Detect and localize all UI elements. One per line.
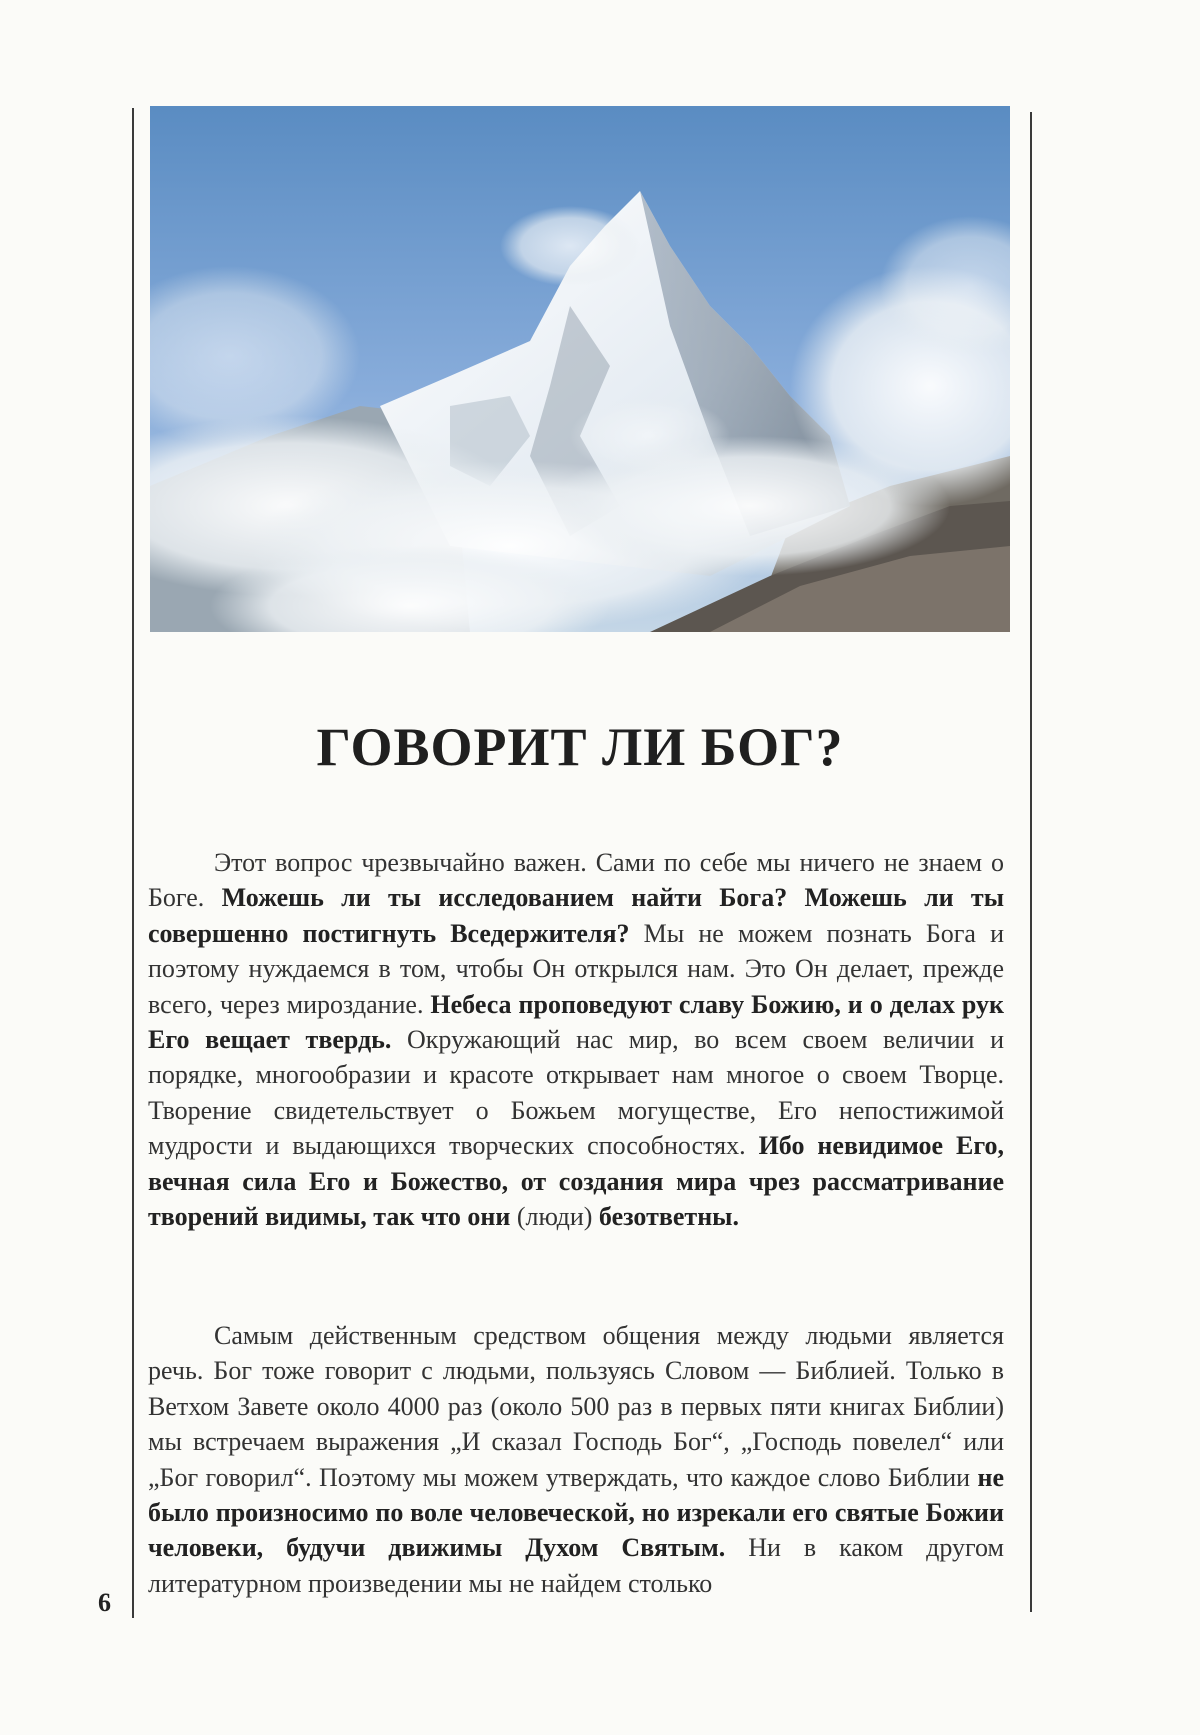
left-vertical-rule bbox=[132, 108, 134, 1618]
paragraph-1-quote-1: Можешь ли ты исследованием найти Бога? Можешь ли ты совершенно постигнуть Вседержителя? bbox=[148, 883, 1004, 948]
mountain-photo bbox=[150, 106, 1010, 632]
page-title: ГОВОРИТ ЛИ БОГ? bbox=[316, 717, 844, 777]
paragraph-1-text-3: Окружающий нас мир, во всем своем величии и порядке, многообразии и красоте открывает нам многое о своем Творце. Творение свидетельствует о Божьем могуществе, Его непостижимой мудрости и выдающихся творческих способностях. bbox=[148, 1025, 1004, 1161]
paragraph-2-quote-1: не было произносимо по воле человеческой, но изрекали его святые Божии человеки, будучи движимы Духом Святым. bbox=[148, 1462, 1004, 1563]
paragraph-1-quote-2: Небеса проповедуют славу Божию, и о делах рук Его вещает твердь. bbox=[148, 989, 1004, 1055]
right-vertical-rule bbox=[1030, 112, 1032, 1612]
paragraph-1-text-1: Этот вопрос чрезвычайно важен. Сами по себе мы ничего не знаем о Боге. bbox=[148, 848, 1004, 913]
paragraph-2 bbox=[148, 1318, 1004, 1601]
paragraph-2-text-2: Ни в каком другом литературном произведении мы не найдем столько bbox=[148, 1533, 1004, 1598]
paragraph-1 bbox=[148, 845, 1004, 1234]
paragraph-1-quote-4: безответны. bbox=[598, 1202, 739, 1232]
page-number: 6 bbox=[98, 1588, 111, 1617]
paragraph-1-quote-3: Ибо невидимое Его, вечная сила Его и Божество, от создания мира чрез рассматривание творений видимы, так что они bbox=[148, 1131, 1004, 1232]
paragraph-2-text-1: Самым действенным средством общения между людьми является речь. Бог тоже говорит с людьми, пользуясь Словом — Библией. Только в Ветхом Завете около 4000 раз (около 500 раз в первых пяти книгах Библии) мы встречаем выражения „И сказал Господь Бог“, „Господь повелел“ или „Бог говорил“. Поэтому мы можем утверждать, что каждое слово Библии bbox=[148, 1321, 1004, 1492]
paragraph-1-text-2: Мы не можем познать Бога и поэтому нуждаемся в том, чтобы Он открылся нам. Это Он делает, прежде всего, через мироздание. bbox=[148, 918, 1004, 1019]
paragraph-1-text-4: (люди) bbox=[510, 1202, 599, 1232]
